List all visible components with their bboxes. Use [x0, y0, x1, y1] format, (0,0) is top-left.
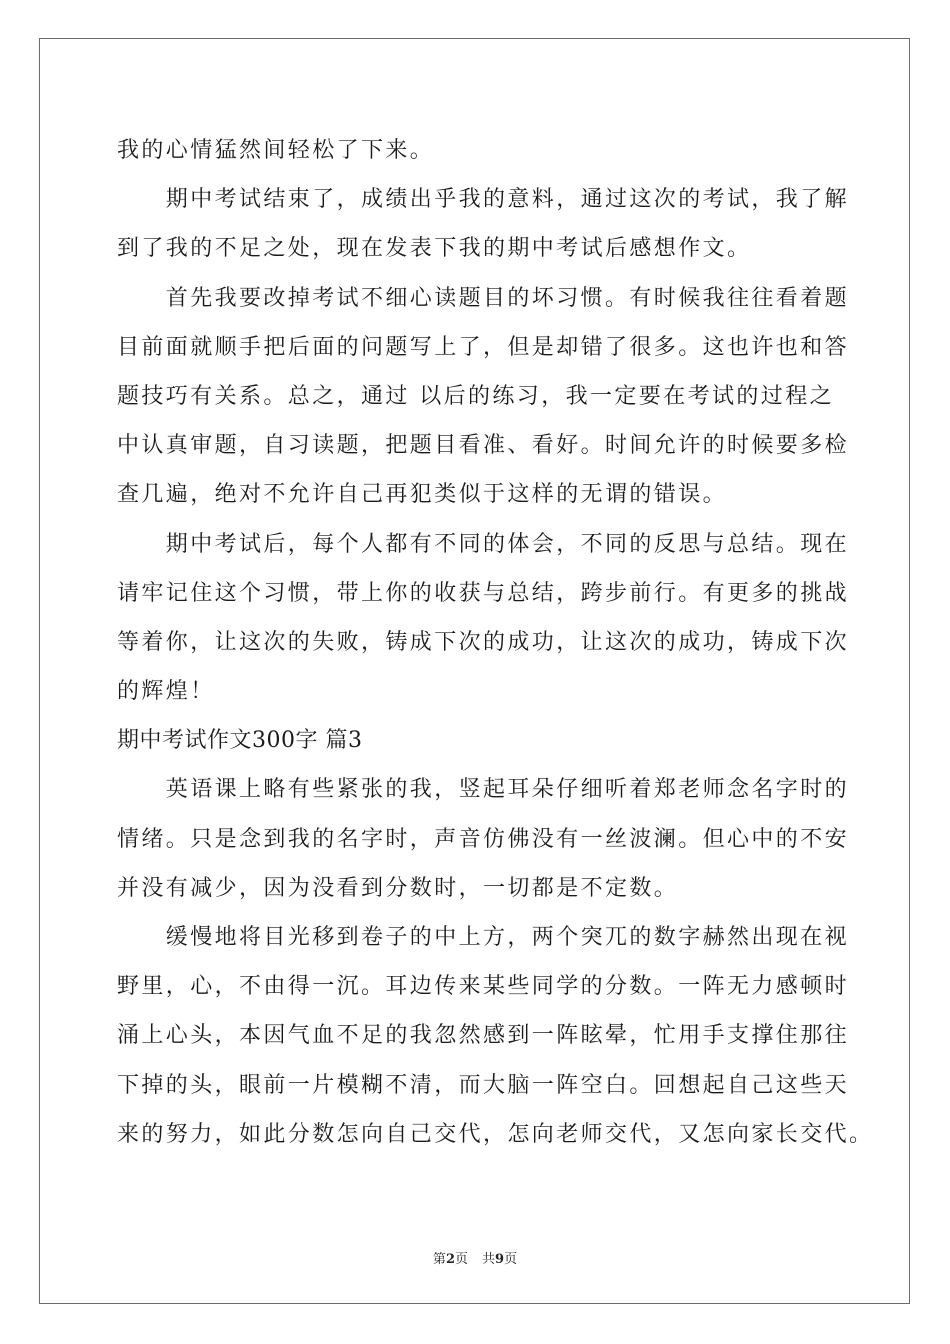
- section-heading: 期中考试作文300字 篇3: [117, 728, 363, 754]
- text-line: 等着你，让这次的失败，铸成下次的成功，让这次的成功，铸成下次: [117, 629, 850, 655]
- page-prefix: 第: [432, 1252, 446, 1267]
- page-suffix: 页: [454, 1252, 468, 1267]
- text-line: 期中考试后，每个人都有不同的体会，不同的反思与总结。现在: [117, 531, 850, 557]
- text-line: 野里，心，不由得一沉。耳边传来某些同学的分数。一阵无力感顿时: [117, 974, 850, 1000]
- text-line: 下掉的头，眼前一片模糊不清，而大脑一阵空白。回想起自己这些天: [117, 1072, 850, 1098]
- text-line: 来的努力，如此分数怎向自己交代，怎向老师交代，又怎向家长交代。: [117, 1121, 874, 1147]
- text-line: 到了我的不足之处，现在发表下我的期中考试后感想作文。: [117, 236, 752, 262]
- text-line: 目前面就顺手把后面的问题写上了，但是却错了很多。这也许也和答: [117, 334, 850, 360]
- text-line: 请牢记住这个习惯，带上你的收获与总结，跨步前行。有更多的挑战: [117, 580, 850, 606]
- document-body: [117, 126, 874, 1159]
- text-line: 缓慢地将目光移到卷子的中上方，两个突兀的数字赫然出现在视: [117, 925, 850, 950]
- total-pages: 9: [495, 1252, 505, 1267]
- page-number: 2: [445, 1252, 455, 1267]
- text-line: 我的心情猛然间轻松了下来。: [117, 138, 435, 163]
- text-line: 查几遍，绝对不允许自己再犯类似于这样的无谓的错误。: [117, 482, 728, 508]
- text-line: 首先我要改掉考试不细心读题目的坏习惯。有时候我往往看着题: [117, 285, 850, 311]
- page-footer: [0, 1248, 950, 1267]
- text-line: 期中考试结束了，成绩出乎我的意料，通过这次的考试，我了解: [117, 187, 850, 213]
- text-line: 情绪。只是念到我的名字时，声音仿佛没有一丝波澜。但心中的不安: [117, 826, 850, 852]
- total-suffix: 页: [504, 1252, 518, 1267]
- text-line: 涌上心头，本因气血不足的我忽然感到一阵眩晕，忙用手支撑住那往: [117, 1023, 850, 1049]
- text-line: 并没有减少，因为没看到分数时，一切都是不定数。: [117, 875, 679, 901]
- text-line: 的辉煌！: [117, 679, 215, 705]
- total-prefix: 共: [482, 1252, 496, 1267]
- text-line: 英语课上略有些紧张的我，竖起耳朵仔细听着郑老师念名字时的: [117, 777, 850, 803]
- text-line: 题技巧有关系。总之，通过 以后的练习，我一定要在考试的过程之: [117, 383, 834, 409]
- text-line: 中认真审题，自习读题，把题目看准、看好。时间允许的时候要多检: [117, 433, 850, 459]
